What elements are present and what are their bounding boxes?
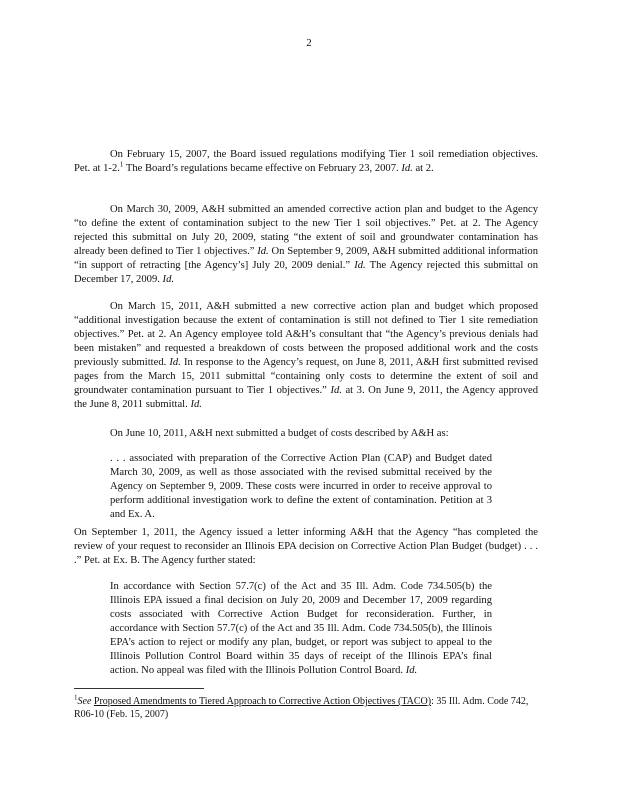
citation-id: Id. [190,399,202,410]
block-quote-agency-statement [110,580,492,678]
block-quote-budget-description: . . . associated with preparation of the Corrective Action Plan (CAP) and Budget dated March 30, 2009, as well as those associated with the revised submittal received by the Agency on September 9, 2009. These costs were incurred in order to receive approval to perform additional investigation work to define the extent of contamination. Petition at 3 and Ex. A. [110,453,492,520]
citation-id: Id. [330,385,342,396]
footnote-title: Proposed Amendments to Tiered Approach to Corrective Action Objectives (TACO) [93,696,432,707]
para2-text-c: The Agency rejected this submittal on December 17, 2009. [74,260,538,285]
paragraph-june-2011-budget: On June 10, 2011, A&H next submitted a budget of costs described by A&H as: [110,428,449,439]
para3-text-a: On March 15, 2011, A&H submitted a new corrective action plan and budget which proposed “additional investigation because the extent of contamination is still not defined to Tier 1 site remediation objectives.” Pet. at 2. An Agency employee told A&H’s consultant that “the Agency’s previous denials had been mistaken” and requested a breakdown of costs between the proposed additional work and the costs previously submitted. [74,301,538,368]
para3-text-c: at 3. On June 9, 2011, the Agency approved the June 8, 2011 submittal. [74,385,538,410]
footnote-see-signal: See [77,696,92,707]
paragraph-march-2011-submittal [74,300,538,412]
footnote-reference: 1 [119,160,124,169]
footnote-1 [74,695,538,721]
para1-text-d: at 2. [412,163,434,174]
para1-text-b: The Board’s regulations became effective on February 23, 2007. [123,163,402,174]
paragraph-board-regulations [74,148,538,176]
citation-id: Id. [401,163,413,174]
footnote-marker: 1 [74,693,78,702]
citation-id: Id. [354,260,366,271]
para3-text-b: In response to the Agency’s request, on June 8, 2011, A&H first submitted revised pages from the March 15, 2011 submittal “containing only costs to determine the extent of soil and groundwater contamination pursuant to Tier 1 objectives.” [74,357,538,396]
para2-text-b: On September 9, 2009, A&H submitted additional information “in support of retracting [the Agency’s] July 20, 2009 denial.” [74,246,539,271]
citation-id: Id. [169,357,181,368]
citation-id: Id. [257,246,269,257]
citation-id: Id. [162,274,175,285]
footnote-citation: : 35 Ill. Adm. Code 742, R06-10 (Feb. 15, 2007) [74,696,529,720]
quote2-text: In accordance with Section 57.7(c) of the Act and 35 Ill. Adm. Code 734.505(b) the Illinois EPA issued a final decision on July 20, 2009 and December 17, 2009 regarding costs associated with Corrective Action Budget for reconsideration. Further, in accordance with Section 57.7(c) of the Act and 35 Ill. Adm. Code 734.505(b), the Illinois EPA’s action to reject or modify any plan, budget, or report was subject to appeal to the Illinois Pollution Control Board within 35 days of receipt of the Illinois EPA’s final action. No appeal was filed with the Illinois Pollution Control Board. [110,581,492,676]
paragraph-march-2009-submittal [74,203,538,287]
para2-text-a: On March 30, 2009, A&H submitted an amended corrective action plan and budget to the Agency “to define the extent of contamination subject to the new Tier 1 soil objectives.” Pet. at 2. The Agency rejected this submittal on July 20, 2009, stating “the extent of soil and groundwater contamination has already been defined to Tier 1 objectives.” [74,204,538,257]
paragraph-september-2011-letter: On September 1, 2011, the Agency issued a letter informing A&H that the Agency “has completed the review of your request to reconsider an Illinois EPA decision on Corrective Action Plan Budget (budget) . . . .” Pet. at Ex. B. The Agency further stated: [74,527,538,566]
para1-text-a: On February 15, 2007, the Board issued regulations modifying Tier 1 soil remediation objectives. Pet. at 1-2. [74,149,538,174]
footnote-divider [74,688,204,689]
citation-id: Id. [405,665,418,676]
page-number: 2 [306,37,312,49]
